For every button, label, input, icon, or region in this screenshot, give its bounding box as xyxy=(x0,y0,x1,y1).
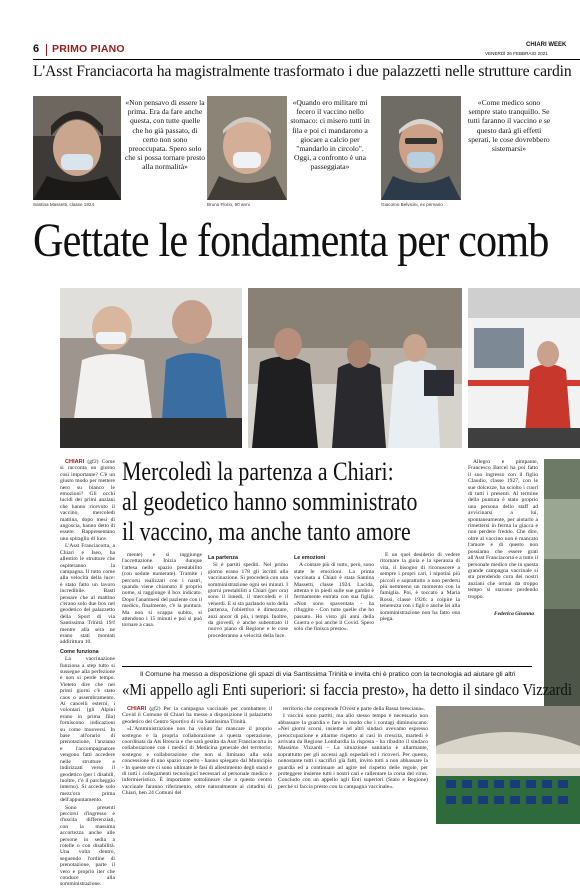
article1-col1-p2: L'Asst Franciacorta, a Chiari e Iseo, ha allestito le strutture che ospiteranno la campagna. Il tutto come alla velocità della luce: è stato fatto un lavoro incredibile. Basti pensare che al mattino c'erano solo due box nel geodetico del palazzetto della Sport di via Santissima Trinità 19/f mentre alla sera ne erano stati montati addirittura 10. xyxy=(60,543,115,646)
article2-col2 xyxy=(278,706,428,826)
portrait-santina xyxy=(33,96,121,200)
masthead: CHIARI WEEK xyxy=(526,42,567,48)
article2-title: «Mi appello agli Enti superiori: si faccia presto», ha detto il sindaco Vizzardi xyxy=(122,680,572,699)
article1-col4-p1: A contare più di tutto, però, sono state le emozioni. La prima vaccinata a Chiari è stata Santina Massetti, classe 1924. Lucida, attenta e in piedi sulle sue gambe è fermamente entrata con sua figlia. «Non sono spaventata - ha rifuggito - Con tutte quelle che ho passato. Ho visto gli anni della Guerra e poi anche il Covid. Spero solo che finisca presto». xyxy=(294,562,374,633)
article1-title-1: Mercoledì la partenza a Chiari: xyxy=(122,457,394,486)
quote-giacomo: «Come medico sono sempre stato tranquillo. Se tutti faranno il vaccino e se questo darà gli effetti sperati, le cose dovrebbero sistemarsi» xyxy=(467,98,551,154)
section-divider xyxy=(46,44,47,56)
article1-col2 xyxy=(122,552,202,662)
article1-title-3: il vaccino, ma anche tanto amore xyxy=(122,517,411,546)
page-number: 6 xyxy=(33,43,40,55)
article1-dateline: CHIARI xyxy=(65,459,85,465)
article2-dateline: CHIARI xyxy=(127,706,147,712)
article2-col1-p2: «L'Amministrazione non ha voluto far mancare il proprio sostegno e la propria collaborazione a questa operazione, coordinata da Ats Brescia e che sarà gestita da Asst Franciacorta in collaborazione con i medici di Medicina generale del territorio; sostegno e collaborazione che non si limitano alla sola concessione di uno spazio coperto - hanno spiegato dal Municipio - In queste ore ci sono ultimate le fasi di allestimento degli stand e di tutti i collegamenti tecnologici necessari al personale medico e infermieristico. È importante sottolineare che a questo centro vaccinale faranno riferimento, oltre naturalmente ai cittadini di Chiari, ben 24 Comuni del xyxy=(122,726,272,797)
article1-col1-p1: (gf2) Come si racconta un giorno così importante? C'è un giusto modo per mettere nero su bianco le emozioni? Gli occhi lucidi dei primi anziani che hanno ricevuto il vaccino, mercoledì mattina, dopo mesi di angoscia, hanno detto di essere. Rappresentano uno spiraglio di luce. xyxy=(60,459,115,542)
article1-col2-p1: mente) e si raggiunge l'accettazione. Inizia dunque l'attesa nello spazio prestabilito (con sedute numerate). Tramite i percorsi realizzati con i nastri, quando viene chiamato il proprio nome, si raggiunge il box indicato. Dopo l'anamnesi del paziente con il medico, finalmente, c'è la puntura. Ma non si scappa subito, si attendono i 15 minuti e poi si può tornare a casa. xyxy=(122,552,202,629)
caption-bruno: Bruno Florio, 90 anni xyxy=(207,202,250,207)
article1-col5 xyxy=(468,459,538,609)
article1-col3-subhead: La partenza xyxy=(208,555,238,561)
article2-col2-p2: I vaccini sono partiti, ma allo stesso tempo è necessario non abbassare la guardia e fare in modo che i contagi diminuiscano. «Nei giorni scorsi, insieme ad altri sindaci avevamo espresso preoccupazione e allarme rispetto ai casi in crescita, martedì è arrivata da Regione Lombardia la risposta - ha ribadito il sindaco Massimo Vizzardi - La situazione sanitaria è allarmante, soprattutto per gli accessi agli ospedali ed i ricoveri. Per questo, nonostante tutti i sacrifici già fatti, invito tutti a non abbassare la guardia ed a continuare ad agire nel rispetto delle regole, per proteggere insieme tutti i nostri cari e rallentare la corsa del virus. Concludo con un appello agli Enti superiori (Stato e Regione) perché si faccia presto con la campagna vaccinale». xyxy=(278,713,428,790)
photo-geodetico-hall xyxy=(436,706,580,824)
photo-vaccination-elderly xyxy=(60,288,242,448)
header-rule xyxy=(33,59,580,60)
article1-col1b-p1: La vaccinazione funziona a step tutto si sussegue alla perfezione e non si perde tempo. Vieteto dire che nei primi giorni c'è stato caos o assembramento. Ai cancelli esterni, i volontari (gli Alpini erano in prima fila) forniscono indicazioni su come muoversi. In base all'orario di prenotazione, l'anziano e l'accompagnatore vengono fatti accedere nelle strutture e indirizzati verso il geodetico (per i disabili, inoltre, c'è il parcheggio interno). Si accede solo mezz'ora prima dell'appuntamento. xyxy=(60,656,115,804)
photo-vaccination-room xyxy=(248,288,462,448)
article1-col1b-p2: Sono presenti percorsi d'ingresso e d'uscita differenziati, con la massima accortezza anche alle persone in sedia a rotelle o con disabilità. Una volta dentro, seguendo l'ordine di prenotazione, parte il vero e proprio iter che conduce alla somministrazione. xyxy=(60,804,115,888)
kicker-line: L'Asst Franciacorta ha magistralmente trasformato i due palazzetti nelle strutture cardin xyxy=(33,63,572,80)
article1-col1 xyxy=(60,459,115,888)
article1-col1-subhead: Come funziona xyxy=(60,648,99,655)
article1-col3 xyxy=(208,552,288,662)
quote-santina: «Non pensavo di essere la prima. Era da fare anche questa, con tutte quelle che ho già passato, di certo non sono preoccupata. Spero solo che si possa tornare presto alla normalità» xyxy=(124,98,206,172)
section-label: PRIMO PIANO xyxy=(52,43,125,55)
article1-col3-p1: Si è partiti spediti. Nel primo giorno erano 178 gli iscritti alla vaccinazione. Si procederà con una somministrazione ogni sei minuti. I giorni prestabiliti a Chiari (per ora) sono il lunedì, il mercoledì e il venerdì. E si sta parlando solo della partenza, l'obiettivo è dimezzare, anzi ancor di più, i tempi. Inoltre, da giovedì, è anche subentrato il nuovo piano di Regione e le cose procederanno a velocità della luce. xyxy=(208,562,288,639)
article1-col4b xyxy=(380,552,460,662)
article1-title-2: al geodetico hanno somministrato xyxy=(122,487,418,516)
article2-col1 xyxy=(122,706,272,826)
photo-side-right xyxy=(544,459,580,709)
article1-col4 xyxy=(294,552,374,662)
article1-byline: Federica Gisonna xyxy=(494,611,534,617)
article1-col5-p2: Allegro e pimpante, Francesco Barcel ha poi fatto il suo ingresso con il figlio Claudio, classe 1927, con le sue dolcezze, ha sciolto i cuori di tutti i presenti. Al termine della puntura è stato proprio una persona dello staff ad avvicinarsi a lui, spontaneamente, per aiutarlo a rimettersi in ferma la giacca e non perdere freddo. Che dire, oltre al vaccino non è mancato l'amore e di questo non possiamo che essere grati all'Asst Franciacorta e a tutto il personale medico che in questa grande campagna vaccinale si sta prendendo cura dei nostri anziani che ormai da troppo tempo si stavano perdendo troppo. xyxy=(468,459,538,600)
portrait-giacomo xyxy=(381,96,461,200)
quote-bruno: «Quando ero militare mi fecero il vaccino nello stomaco: ci misero tutti in fila e poi ci mandarono a giocare a calcio per "mandarlo in circolo". Oggi, a confronto è una passeggiata» xyxy=(290,98,370,172)
photo-ambulance xyxy=(468,288,580,448)
article1-col4-subhead: Le emozioni xyxy=(294,555,326,561)
article1-col5-p1: E un quel desiderio di vedere ritornare la gioia e la speranza di vita, il bisogno di riconoscere a sempre i propri cari, i nipotini più piccoli e soprattutto a non perdersi più nemmeno un momento con la famiglia. Poi, è toccato a Maria Rossi, classe 1926: a colpire la tenerezza con i figli e anche lei alla somministrazione non ha fatto una piega. xyxy=(380,552,460,623)
main-headline: Gettate le fondamenta per comb xyxy=(33,214,549,267)
caption-santina: Santina Massetti, classe 1924 xyxy=(33,202,95,207)
article2-col1-p1: (gf2) Per la campagna vaccinale per combattere il Covid il Comune di Chiari ha messo a disposizione il palazzetto geodetico del Centro Sportivo di via Santissima Trinità. xyxy=(122,706,272,725)
article2-kicker: Il Comune ha messo a disposizione gli spazi di via Santissima Trinità e invita chi è pratico con la tecnologia ad aiutare gli altri xyxy=(140,671,516,678)
caption-giacomo: Giacomo Belvicini, ex primario xyxy=(381,202,443,207)
issue-date: VENERDÌ 26 FEBBRAIO 2021 xyxy=(485,51,548,56)
article2-col2-p1: territorio che comprende l'Ovest e parte della Bassa bresciana». xyxy=(283,706,426,712)
article2-rule xyxy=(122,666,532,667)
portrait-bruno xyxy=(207,96,287,200)
